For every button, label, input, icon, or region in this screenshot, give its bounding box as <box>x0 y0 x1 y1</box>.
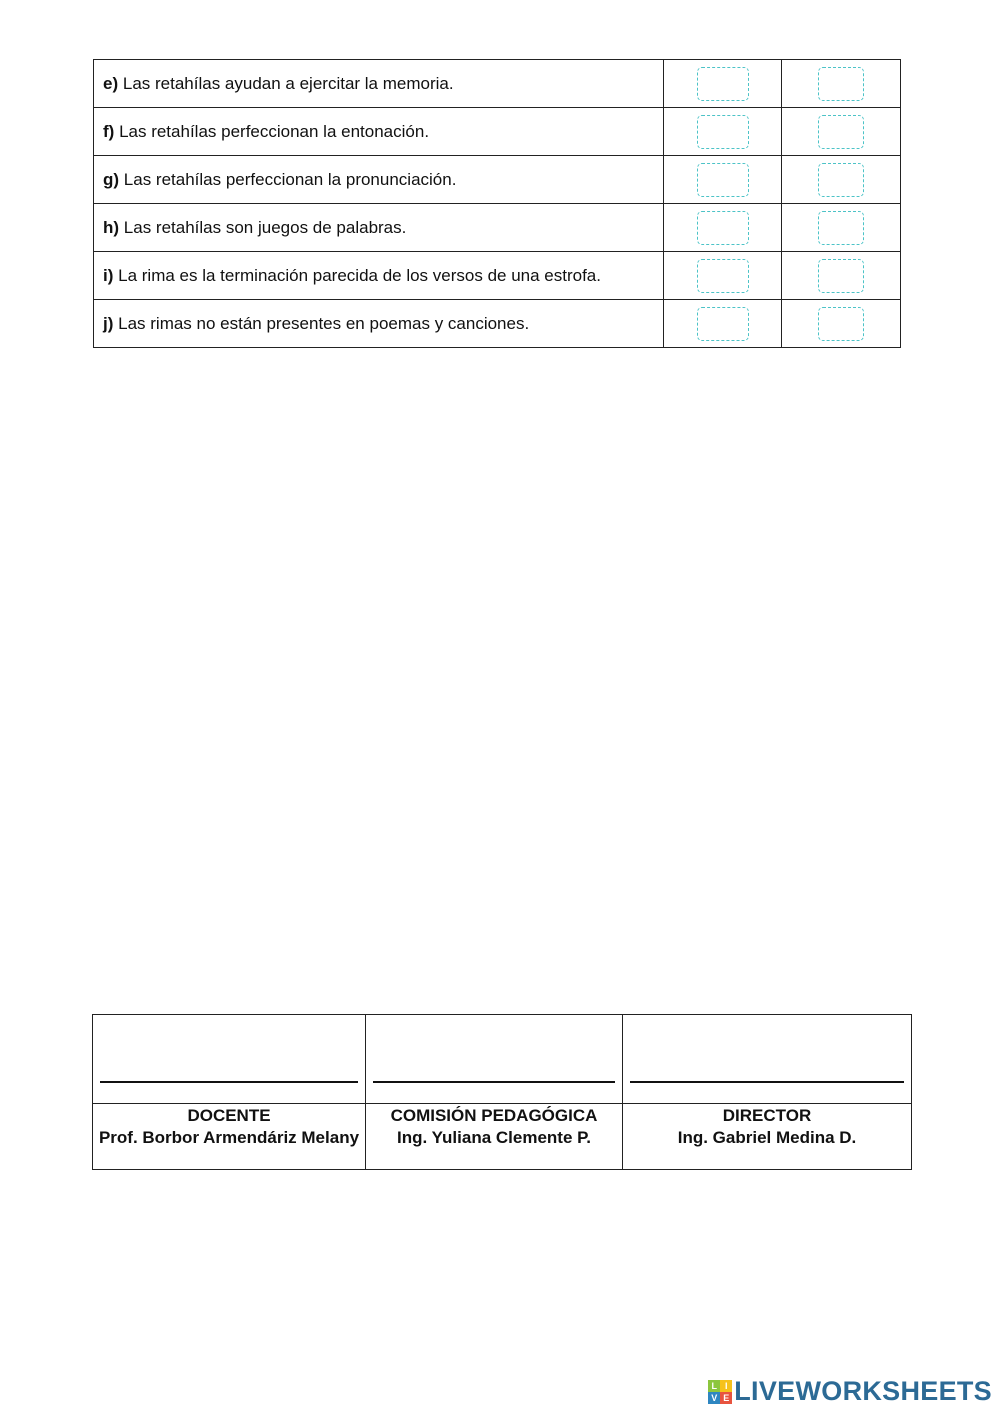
statement-cell <box>94 300 664 348</box>
statement-row-f <box>94 108 901 156</box>
watermark-text: LIVEWORKSHEETS <box>734 1376 992 1406</box>
statement-text: Las rimas no están presentes en poemas y canciones. <box>118 313 530 333</box>
statement-row-e <box>94 60 901 108</box>
statements-table <box>93 59 901 348</box>
answer-box-e-2[interactable] <box>818 67 864 101</box>
statement-letter: h) <box>103 217 120 237</box>
statement-letter: e) <box>103 73 119 93</box>
liveworksheets-logo-icon <box>708 1380 732 1404</box>
answer-cell-1 <box>664 60 782 108</box>
signer-name: Prof. Borbor Armendáriz Melany <box>98 1128 360 1147</box>
signature-names-row <box>93 1104 912 1170</box>
statement-cell <box>94 156 664 204</box>
answer-cell-2 <box>782 252 901 300</box>
answer-box-i-2[interactable] <box>818 259 864 293</box>
statement-text: Las retahílas ayudan a ejercitar la memoria. <box>122 73 454 93</box>
answer-cell-2 <box>782 156 901 204</box>
signer-docente <box>93 1104 366 1170</box>
statement-text: La rima es la terminación parecida de los versos de una estrofa. <box>118 265 601 285</box>
answer-box-h-1[interactable] <box>697 211 749 245</box>
signature-space-comision <box>366 1015 623 1104</box>
statement-text: Las retahílas perfeccionan la pronunciación. <box>123 169 457 189</box>
answer-cell-2 <box>782 300 901 348</box>
answer-cell-1 <box>664 300 782 348</box>
answer-cell-1 <box>664 108 782 156</box>
signer-director <box>623 1104 912 1170</box>
statement-cell <box>94 108 664 156</box>
signature-line <box>630 1081 904 1083</box>
signer-role: COMISIÓN PEDAGÓGICA <box>390 1106 598 1125</box>
statement-text: Las retahílas perfeccionan la entonación. <box>119 121 430 141</box>
statement-letter: f) <box>103 121 115 141</box>
statement-row-h <box>94 204 901 252</box>
statement-letter: i) <box>103 265 114 285</box>
logo-letter: I <box>720 1380 732 1392</box>
statement-cell <box>94 60 664 108</box>
statement-cell <box>94 204 664 252</box>
answer-box-f-2[interactable] <box>818 115 864 149</box>
answer-box-g-1[interactable] <box>697 163 749 197</box>
answer-box-f-1[interactable] <box>697 115 749 149</box>
statement-text: Las retahílas son juegos de palabras. <box>123 217 407 237</box>
answer-box-i-1[interactable] <box>697 259 749 293</box>
signature-line <box>100 1081 358 1083</box>
statement-cell <box>94 252 664 300</box>
signature-space-docente <box>93 1015 366 1104</box>
signer-name: Ing. Yuliana Clemente P. <box>397 1128 591 1147</box>
answer-cell-2 <box>782 60 901 108</box>
answer-cell-2 <box>782 108 901 156</box>
answer-box-j-2[interactable] <box>818 307 864 341</box>
logo-letter: E <box>720 1392 732 1404</box>
answer-cell-1 <box>664 252 782 300</box>
statement-row-g <box>94 156 901 204</box>
answer-box-g-2[interactable] <box>818 163 864 197</box>
statement-row-j <box>94 300 901 348</box>
signer-comision <box>366 1104 623 1170</box>
logo-letter: V <box>708 1392 720 1404</box>
signature-space-director <box>623 1015 912 1104</box>
answer-box-h-2[interactable] <box>818 211 864 245</box>
signature-table <box>92 1014 912 1170</box>
answer-box-e-1[interactable] <box>697 67 749 101</box>
statement-letter: g) <box>103 169 120 189</box>
answer-cell-1 <box>664 156 782 204</box>
answer-cell-1 <box>664 204 782 252</box>
signer-name: Ing. Gabriel Medina D. <box>677 1128 857 1147</box>
signature-lines-row <box>93 1015 912 1104</box>
logo-letter: L <box>708 1380 720 1392</box>
answer-box-j-1[interactable] <box>697 307 749 341</box>
signer-role: DOCENTE <box>187 1106 271 1125</box>
liveworksheets-watermark <box>708 1376 992 1407</box>
statement-row-i <box>94 252 901 300</box>
signature-line <box>373 1081 615 1083</box>
statement-letter: j) <box>103 313 114 333</box>
signer-role: DIRECTOR <box>722 1106 812 1125</box>
answer-cell-2 <box>782 204 901 252</box>
